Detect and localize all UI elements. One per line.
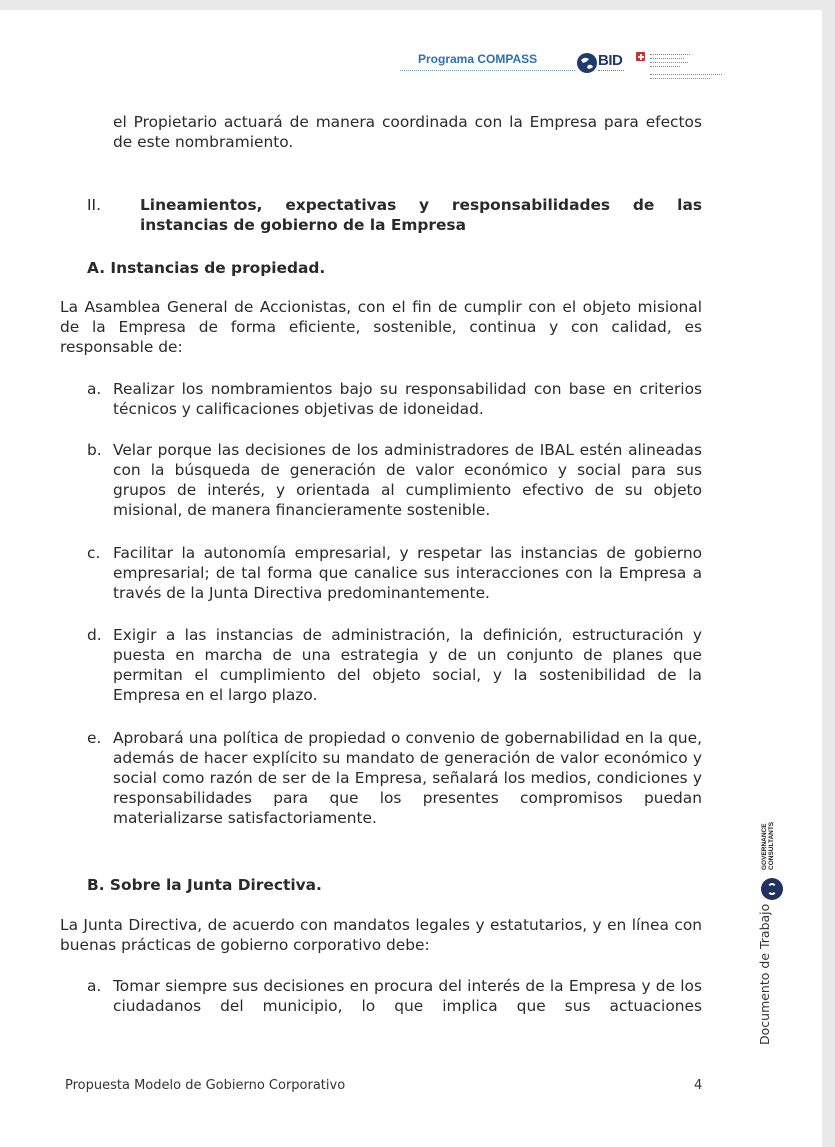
list-item-marker: c.	[87, 544, 101, 562]
brand-line-2: CONSULTANTS	[768, 821, 775, 870]
list-item: Tomar siempre sus decisiones en procura del interés de la Empresa y de los ciudadanos del municipio, lo que implica que sus actuaciones	[113, 977, 702, 1015]
subsection-b-title: B. Sobre la Junta Directiva.	[87, 876, 322, 894]
list-item-marker: e.	[87, 729, 102, 747]
governance-consultants-logo	[755, 822, 795, 902]
document-label: Documento de Trabajo	[757, 903, 772, 1045]
subsection-a-lead: La Asamblea General de Accionistas, con el fin de cumplir con el objeto misional de la Empresa de forma eficiente, sostenible, continua y con calidad, es responsable de:	[60, 298, 702, 356]
swiss-cross-icon	[636, 52, 645, 61]
globe-icon	[576, 52, 598, 74]
section-number: II.	[87, 196, 101, 214]
section-title: Lineamientos, expectativas y responsabilidades de las instancias de gobierno de la Empresa	[140, 196, 702, 234]
footer-title: Propuesta Modelo de Gobierno Corporativo	[65, 1078, 346, 1093]
list-item: Realizar los nombramientos bajo su responsabilidad con base en criterios técnicos y calificaciones objetivas de idoneidad.	[113, 380, 702, 418]
governance-logo-icon	[761, 878, 783, 900]
list-item-marker: d.	[87, 626, 102, 644]
page-header	[400, 48, 730, 88]
page-number: 4	[694, 1078, 703, 1093]
bid-logo	[576, 50, 636, 80]
list-item: Facilitar la autonomía empresarial, y respetar las instancias de gobierno empresarial; de tal forma que canalice sus interacciones con la Empresa a través de la Junta Directiva predominantemente.	[113, 544, 702, 602]
list-item: Exigir a las instancias de administración, la definición, estructuración y puesta en marcha de una estrategia y de un conjunto de planes que permitan el cumplimiento del objeto social, y la sostenibilidad de la Empresa en el largo plazo.	[113, 626, 702, 704]
subsection-a-title: A. Instancias de propiedad.	[87, 259, 326, 277]
list-item: Aprobará una política de propiedad o convenio de gobernabilidad en la que, además de hacer explícito su mandato de generación de valor económico y social como razón de ser de la Empresa, señalará los medios, condiciones y responsabilidades para que los presentes compromisos puedan materializarse satisfactoriamente.	[113, 729, 702, 827]
brand-line-1: GOVERNANCE	[761, 823, 768, 870]
program-title: Programa COMPASS	[418, 52, 538, 66]
list-item-marker: a.	[87, 977, 102, 995]
intro-paragraph: el Propietario actuará de manera coordinada con la Empresa para efectos de este nombramiento.	[113, 113, 702, 151]
bid-logo-subtitle	[598, 70, 624, 71]
subsection-b-lead: La Junta Directiva, de acuerdo con mandatos legales y estatutarios, y en línea con buenas prácticas de gobierno corporativo debe:	[60, 916, 702, 954]
list-item-marker: a.	[87, 380, 102, 398]
list-item-marker: b.	[87, 441, 102, 459]
list-item: Velar porque las decisiones de los administradores de IBAL estén alineadas con la búsqueda de generación de valor económico y social para sus grupos de interés, y orientada al cumplimiento efectivo de su objeto misional, de manera financieramente sostenible.	[113, 441, 702, 519]
document-page	[0, 10, 822, 1147]
program-subtitle-line	[400, 70, 575, 74]
bid-logo-text: BID	[598, 52, 623, 69]
swiss-cooperation-logo	[636, 52, 731, 82]
